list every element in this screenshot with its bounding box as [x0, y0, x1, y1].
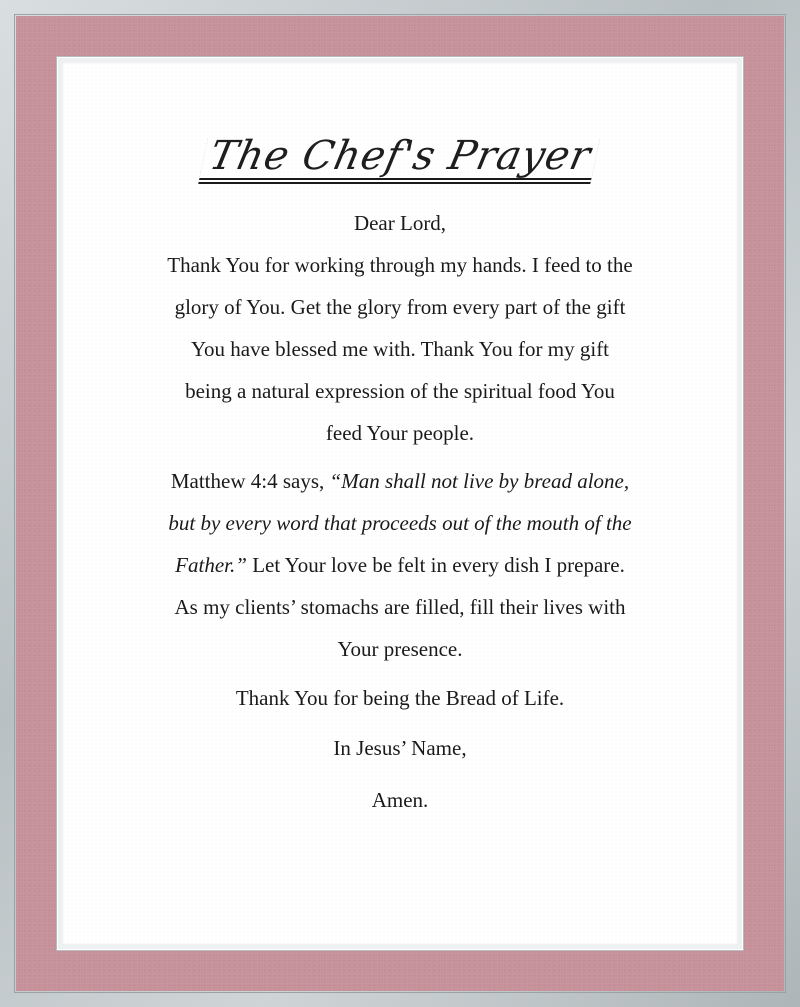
greeting: Dear Lord, — [353, 211, 447, 235]
paragraph-line: feed Your people. — [325, 421, 475, 445]
document-title: The Chef's Prayer — [199, 134, 601, 180]
amen-line: Amen. — [371, 788, 429, 812]
paragraph-line: being a natural expression of the spiritual food You — [185, 379, 615, 403]
paragraph-thanks-for-hands — [122, 244, 678, 454]
scripture-reference: Matthew 4:4 says, — [170, 469, 330, 493]
paragraph-line — [122, 460, 678, 502]
prayer-body — [122, 202, 678, 820]
closing-line: In Jesus’ Name, — [333, 736, 467, 760]
scripture-quote: “Man shall not live by bread alone, — [329, 469, 630, 493]
prayer-document — [62, 62, 738, 945]
paragraph-text: Let Your love be felt in every dish I prepare. — [246, 553, 625, 577]
paragraph-line: You have blessed me with. Thank You for my gift — [190, 337, 610, 361]
paragraph-line: Your presence. — [337, 637, 463, 661]
paragraph-line: Thank You for working through my hands. I feed to the — [167, 253, 633, 277]
paragraph-line: glory of You. Get the glory from every part of the gift — [174, 295, 626, 319]
scripture-quote: Father.” — [175, 553, 247, 577]
paragraph-line — [122, 544, 678, 586]
thanks-line: Thank You for being the Bread of Life. — [235, 686, 565, 710]
title-container — [62, 134, 738, 180]
paragraph-scripture — [122, 460, 678, 670]
paragraph-line: As my clients’ stomachs are filled, fill their lives with — [174, 595, 626, 619]
scripture-quote: but by every word that proceeds out of the mouth of the — [168, 511, 632, 535]
